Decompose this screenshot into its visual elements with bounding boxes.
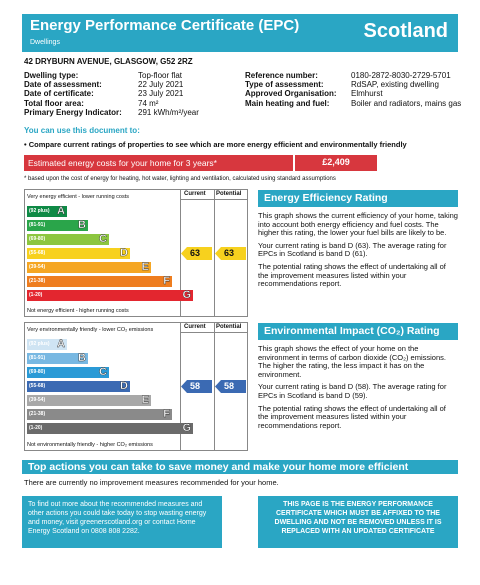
header-rule (180, 332, 247, 333)
info-label: Total floor area: (24, 98, 84, 108)
chart-top-note: Very environmentally friendly - lower CO₂ emissions (27, 327, 154, 333)
rating-band-a (27, 206, 67, 217)
chart-top-note: Very energy efficient - lower running costs (27, 194, 130, 200)
document-subtitle: Dwellings (30, 39, 60, 46)
efficiency-current-rating: Your current rating is band D (63). The average rating for EPCs in Scotland is band D (61). (258, 240, 447, 259)
efficiency-section-text (258, 212, 458, 293)
info-label: Main heating and fuel: (245, 98, 330, 108)
epc-header (22, 14, 458, 52)
info-label: Type of assessment: (245, 80, 324, 90)
band-range: (81-91) (29, 355, 46, 361)
band-letter: B (78, 352, 86, 364)
current-rating-pointer (181, 380, 212, 393)
band-range: (21-38) (29, 278, 46, 284)
info-label: Dwelling type: (24, 71, 79, 80)
band-letter: B (78, 219, 86, 231)
rating-band-g (27, 290, 193, 301)
band-range: (81-91) (29, 222, 46, 228)
environment-section-title: Environmental Impact (CO₂) Rating (258, 323, 458, 340)
current-rating-pointer (181, 247, 212, 260)
potential-rating-pointer (215, 247, 246, 260)
band-letter: G (182, 289, 191, 301)
rating-band-f (27, 409, 172, 420)
compare-bullet: • Compare current ratings of properties to see which are more energy efficient and environmentally friendly (24, 140, 407, 149)
rating-band-g (27, 423, 193, 434)
info-label: Approved Organisation: (245, 89, 337, 99)
band-letter: G (182, 422, 191, 434)
info-value: 74 m² (138, 98, 159, 108)
band-range: (92 plus) (29, 341, 50, 347)
country-label: Scotland (363, 20, 448, 42)
band-range: (69-80) (29, 236, 46, 242)
environment-section-text (258, 345, 458, 434)
info-row (24, 80, 244, 89)
rating-band-c (27, 367, 109, 378)
info-value: Boiler and radiators, mains gas (351, 98, 462, 108)
find-out-more-box: To find out more about the recommended measures and other actions you could take today to stop wasting energy and money, visit greenerscotland.org or contact Home Energy Scotland on 0808 808 2282. (22, 496, 222, 548)
potential-column-header: Potential (216, 324, 242, 330)
band-letter: E (141, 261, 149, 273)
rating-band-d (27, 248, 130, 259)
no-improvements-note: There are currently no improvement measures recommended for your home. (24, 478, 279, 487)
band-range: (92 plus) (29, 208, 50, 214)
rating-band-b (27, 220, 88, 231)
document-title: Energy Performance Certificate (EPC) (30, 17, 300, 34)
band-letter: A (57, 338, 65, 350)
band-letter: A (57, 205, 65, 217)
band-range: (55-68) (29, 250, 46, 256)
property-address: 42 DRYBURN AVENUE, GLASGOW, G52 2RZ (24, 57, 193, 66)
rating-band-c (27, 234, 109, 245)
top-actions-title: Top actions you can take to save money and make your home more efficient (22, 460, 458, 474)
rating-band-a (27, 339, 67, 350)
band-range: (1-20) (29, 425, 43, 431)
band-letter: E (141, 394, 149, 406)
rating-band-d (27, 381, 130, 392)
info-value: Top-floor flat (138, 71, 183, 80)
info-row (24, 108, 244, 117)
band-range: (1-20) (29, 292, 43, 298)
chart-bottom-note: Not energy efficient - higher running costs (27, 308, 129, 314)
info-value: 291 kWh/m²/year (138, 107, 199, 117)
band-letter: D (120, 247, 128, 259)
cost-footnote: * based upon the cost of energy for heating, hot water, lighting and ventilation, calculated using standard assumptions (24, 176, 336, 182)
band-letter: C (99, 366, 107, 378)
use-document-title: You can use this document to: (24, 126, 140, 135)
environmental-impact-chart (24, 322, 248, 451)
info-row (245, 80, 465, 89)
band-letter: F (163, 408, 170, 420)
band-range: (39-54) (29, 397, 46, 403)
info-row (245, 89, 465, 98)
info-value: 0180-2872-8030-2729-5701 (351, 71, 451, 80)
band-letter: C (99, 233, 107, 245)
info-label: Date of certificate: (24, 89, 94, 99)
rating-band-e (27, 395, 151, 406)
info-right (245, 71, 465, 108)
efficiency-potential-note: The potential rating shows the effect of undertaking all of the improvement measures listed within your recommendations report. (258, 261, 446, 289)
band-range: (39-54) (29, 264, 46, 270)
energy-efficiency-chart (24, 189, 248, 317)
chart-bottom-note: Not environmentally friendly - higher CO₂ emissions (27, 442, 153, 448)
info-value: 23 July 2021 (138, 89, 184, 99)
potential-rating-value: 63 (224, 248, 235, 258)
info-value: Elmhurst (351, 89, 383, 99)
environment-description: This graph shows the effect of your home on the environment in terms of carbon dioxide (CO₂) emissions. The higher the rating, the less impact it has on the environment. (258, 344, 446, 379)
rating-band-b (27, 353, 88, 364)
rating-band-e (27, 262, 151, 273)
info-value: 22 July 2021 (138, 80, 184, 90)
potential-rating-value: 58 (224, 381, 235, 391)
environment-current-rating: Your current rating is band D (58). The average rating for EPCs in Scotland is band D (59). (258, 382, 447, 400)
info-left (24, 71, 244, 117)
potential-rating-pointer (215, 380, 246, 393)
rating-band-f (27, 276, 172, 287)
current-column-header: Current (184, 324, 206, 330)
band-letter: F (163, 275, 170, 287)
info-value: RdSAP, existing dwelling (351, 80, 439, 90)
info-label: Reference number: (245, 71, 318, 80)
current-column-header: Current (184, 191, 206, 197)
cost-label: Estimated energy costs for your home for 3 years* (24, 155, 293, 171)
info-row (245, 71, 465, 80)
band-range: (69-80) (29, 369, 46, 375)
current-rating-value: 58 (190, 381, 201, 391)
info-row (245, 99, 465, 108)
header-rule (180, 199, 247, 200)
band-letter: D (120, 380, 128, 392)
efficiency-description: This graph shows the current efficiency of your home, taking into account both energy efficiency and fuel costs. The higher this rating, the lower your fuel bills are likely to be. (258, 211, 458, 238)
current-rating-value: 63 (190, 248, 201, 258)
info-row (24, 99, 244, 108)
certificate-notice-box: THIS PAGE IS THE ENERGY PERFORMANCE CERTIFICATE WHICH MUST BE AFFIXED TO THE DWELLING AND NOT BE REMOVED UNLESS IT IS REPLACED WITH AN UPDATED CERTIFICATE (258, 496, 458, 548)
info-row (24, 89, 244, 98)
cost-value: £2,409 (295, 155, 377, 171)
band-range: (55-68) (29, 383, 46, 389)
band-range: (21-38) (29, 411, 46, 417)
potential-column-header: Potential (216, 191, 242, 197)
info-label: Date of assessment: (24, 80, 102, 90)
environment-potential-note: The potential rating shows the effect of undertaking all of the improvement measures listed within your recommendations report. (258, 403, 446, 430)
info-row (24, 71, 244, 80)
efficiency-section-title: Energy Efficiency Rating (258, 190, 458, 207)
info-label: Primary Energy Indicator: (24, 107, 122, 117)
